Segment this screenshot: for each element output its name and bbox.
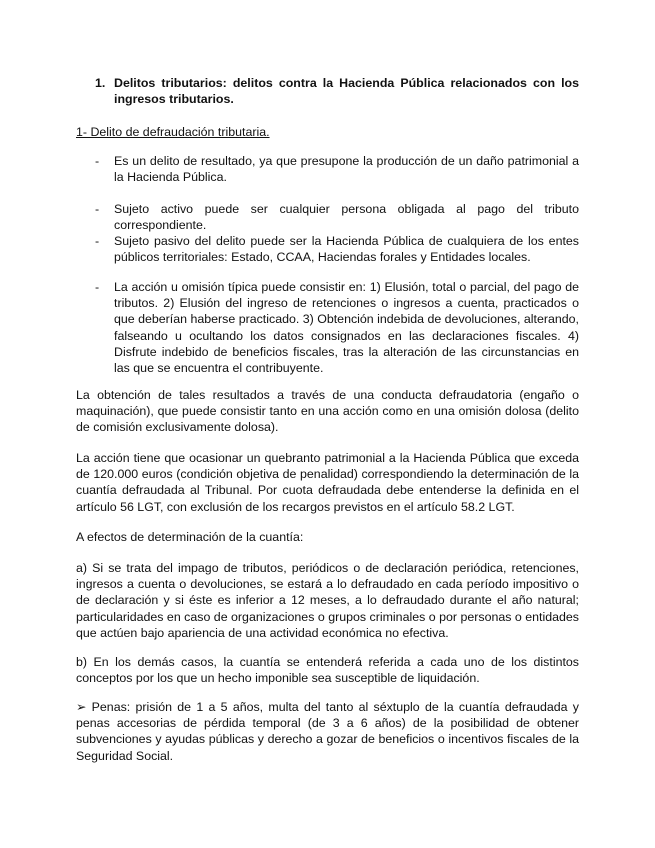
bullet-item	[95, 279, 579, 376]
bullet-marker: -	[95, 154, 100, 168]
heading-number: 1.	[95, 76, 106, 90]
paragraph-efectos: A efectos de determinación de la cuantía:	[76, 530, 304, 544]
subsection-heading: 1- Delito de defraudación tributaria.	[76, 125, 270, 139]
bullet-text: Es un delito de resultado, ya que presupone la producción de un daño patrimonial a la Hacienda Pública.	[114, 154, 579, 185]
paragraph-quebranto: La acción tiene que ocasionar un quebranto patrimonial a la Hacienda Pública que exceda de 120.000 euros (condición objetiva de penalidad) correspondiendo la determinación de la cuantía defraudada al Tribunal. Por cuota defraudada debe entenderse la definida en el artículo 56 LGT, con exclusión de los recargos previstos en el artículo 58.2 LGT.	[76, 451, 579, 514]
bullet-item	[95, 153, 579, 185]
bullet-marker: -	[95, 280, 100, 294]
bullet-text: Sujeto activo puede ser cualquier persona obligada al pago del tributo correspondiente.	[114, 202, 579, 233]
paragraph-caso-a: a) Si se trata del impago de tributos, periódicos o de declaración periódica, retenciones, ingresos a cuenta o devoluciones, se estará a lo defraudado en cada período impositivo o de declaración y si éste es inferior a 12 meses, a lo defraudado durante el año natural; particularidades en caso de organizaciones o grupos criminales o por personas o entidades que actúen bajo apariencia de una actividad económica no efectiva.	[76, 561, 579, 640]
bullet-text: La acción u omisión típica puede consistir en: 1) Elusión, total o parcial, del pago de tributos. 2) Elusión del ingreso de retenciones o ingresos a cuenta, practicados o que deberían haberse practicado. 3) Obtención indebida de devoluciones, alterando, falseando u ocultando los datos consignados en las declaraciones fiscales. 4) Disfrute indebido de beneficios fiscales, tras la alteración de las circunstancias en las que se encuentra el contribuyente.	[114, 280, 579, 376]
section-heading	[95, 75, 579, 107]
paragraph-penas: ➢ Penas: prisión de 1 a 5 años, multa del tanto al séxtuplo de la cuantía defraudada y penas accesorias de pérdida temporal (de 3 a 6 años) de la posibilidad de obtener subvenciones y ayudas públicas y derecho a gozar de beneficios o incentivos fiscales de la Seguridad Social.	[76, 700, 579, 763]
bullet-item	[95, 201, 579, 233]
bullet-marker: -	[95, 234, 100, 248]
bullet-text: Sujeto pasivo del delito puede ser la Hacienda Pública de cualquiera de los entes públicos territoriales: Estado, CCAA, Haciendas forales y Entidades locales.	[114, 234, 579, 265]
paragraph-conducta: La obtención de tales resultados a través de una conducta defraudatoria (engaño o maquinación), que puede consistir tanto en una acción como en una omisión dolosa (delito de comisión exclusivamente dolosa).	[76, 388, 579, 435]
bullet-marker: -	[95, 202, 100, 216]
bullet-item	[95, 233, 579, 265]
paragraph-caso-b: b) En los demás casos, la cuantía se entenderá referida a cada uno de los distintos conceptos por los que un hecho imponible sea susceptible de liquidación.	[76, 655, 579, 686]
heading-text: Delitos tributarios: delitos contra la Hacienda Pública relacionados con los ingresos tributarios.	[114, 76, 579, 107]
